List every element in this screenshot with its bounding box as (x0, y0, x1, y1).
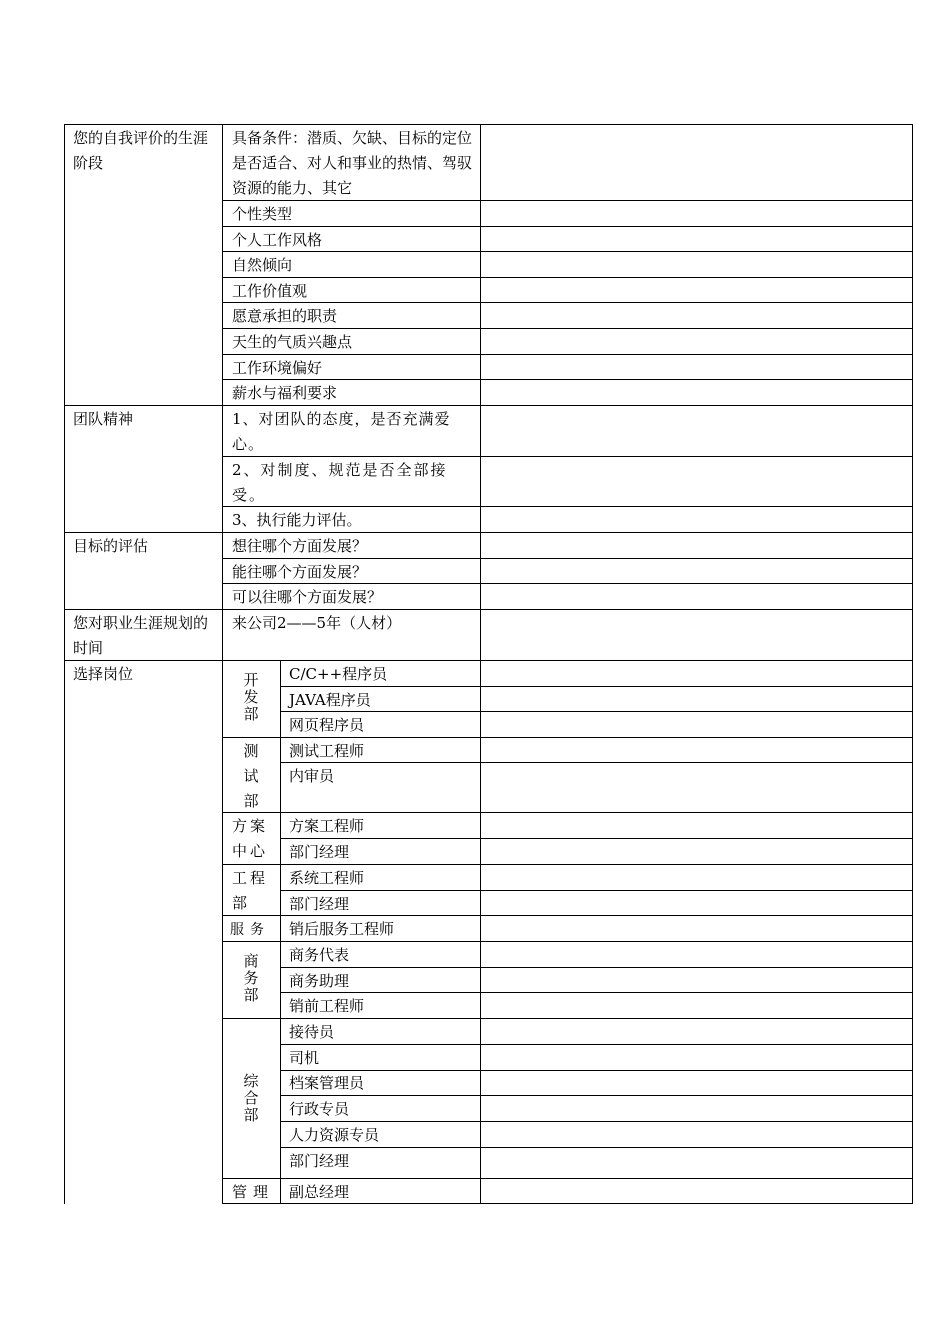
role: 司机 (289, 1049, 320, 1067)
self-eval-item: 工作环境偏好 (232, 359, 323, 377)
dept-name: 服务 (230, 922, 270, 938)
goal-item: 能往哪个方面发展？ (232, 563, 368, 581)
role: JAVA程序员 (289, 691, 371, 709)
role: 内审员 (289, 767, 335, 785)
positions-label: 选择岗位 (73, 665, 134, 683)
role: 方案工程师 (289, 817, 365, 835)
role: 销前工程师 (289, 997, 365, 1015)
role: 部门经理 (289, 843, 350, 861)
dept-name: 开发部 (243, 671, 259, 723)
self-eval-item: 具备条件：潜质、欠缺、目标的定位是否适合、对人和事业的热情、驾驭资源的能力、其它 (232, 129, 473, 197)
dept-name: 综合部 (243, 1072, 259, 1124)
team-item: 1、对团队的态度，是否充满爱心。 (232, 410, 451, 453)
role: 商务代表 (289, 946, 350, 964)
role: 测试工程师 (289, 742, 365, 760)
table-row-line (222, 302, 913, 303)
table-row-line (64, 532, 913, 533)
role-line (280, 1095, 913, 1096)
table-col-line (480, 124, 481, 1204)
role: 接待员 (289, 1023, 335, 1041)
role: 人力资源专员 (289, 1126, 380, 1144)
role-line (280, 1121, 913, 1122)
table-border-right (912, 124, 913, 1204)
role: 行政专员 (289, 1100, 350, 1118)
role: 商务助理 (289, 972, 350, 990)
dept-line (222, 1178, 913, 1179)
table-row-line (64, 609, 913, 610)
goal-item: 想往哪个方面发展？ (232, 537, 368, 555)
table-col-line (280, 660, 281, 1204)
time-value: 来公司2——5年（人材） (232, 614, 402, 632)
table-border-top (64, 124, 913, 125)
dept-name: 商务部 (243, 952, 259, 1004)
role-line (280, 967, 913, 968)
self-eval-label: 您的自我评价的生涯阶段 (73, 129, 209, 172)
table-col-line (222, 124, 223, 1204)
self-eval-item: 自然倾向 (232, 256, 293, 274)
dept-name: 方案中心 (232, 817, 269, 860)
role: 档案管理员 (289, 1074, 365, 1092)
role: 部门经理 (289, 895, 350, 913)
table-row-line (222, 226, 913, 227)
role-line (280, 1044, 913, 1045)
table-row-line (222, 379, 913, 380)
self-eval-item: 个性类型 (232, 205, 293, 223)
self-eval-item: 天生的气质兴趣点 (232, 333, 353, 351)
role: 系统工程师 (289, 869, 365, 887)
table-border-left (64, 124, 65, 1204)
goal-label: 目标的评估 (73, 537, 149, 555)
role: 副总经理 (289, 1183, 350, 1201)
dept-name: 管理 (232, 1183, 275, 1201)
table-row-line (222, 251, 913, 252)
role-line (280, 762, 913, 763)
role-line (280, 838, 913, 839)
self-eval-item: 愿意承担的职责 (232, 307, 338, 325)
dept-name: 工程部 (232, 869, 269, 912)
role: C/C++程序员 (289, 665, 388, 683)
time-label: 您对职业生涯规划的时间 (73, 614, 209, 657)
dept-name: 测试部 (243, 742, 259, 810)
self-eval-item: 薪水与福利要求 (232, 384, 338, 402)
table-row-line (222, 277, 913, 278)
goal-item: 可以往哪个方面发展？ (232, 588, 383, 606)
table-row-line (64, 405, 913, 406)
role: 网页程序员 (289, 716, 365, 734)
team-item: 2、对制度、规范是否全部接受。 (232, 461, 448, 504)
role: 销后服务工程师 (289, 920, 395, 938)
self-eval-item: 工作价值观 (232, 282, 308, 300)
dept-line (222, 812, 913, 813)
self-eval-item: 个人工作风格 (232, 231, 323, 249)
role-line (280, 1070, 913, 1071)
role-line (280, 890, 913, 891)
role-line (280, 992, 913, 993)
team-item: 3、执行能力评估。 (232, 511, 362, 529)
role: 部门经理 (289, 1152, 350, 1170)
team-label: 团队精神 (73, 410, 134, 428)
role-line (280, 711, 913, 712)
